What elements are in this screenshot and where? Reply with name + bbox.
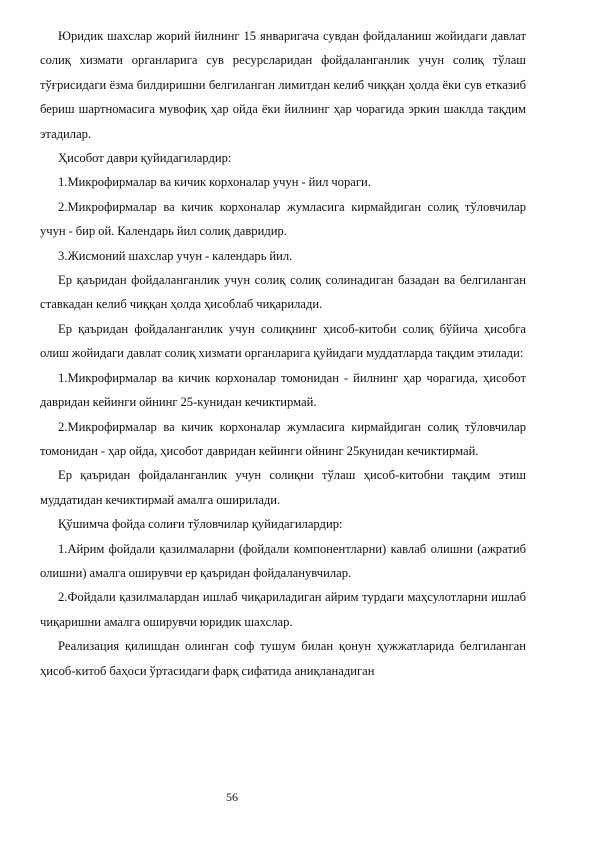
paragraph-submission-item-1: 1.Микрофирмалар ва кичик корхоналар томонидан - йилнинг ҳар чорагида, ҳисобот давридан кейинги ойнинг 25-кунидан кечиктирмай.: [40, 370, 526, 410]
paragraph-subsoil-tax-payment: Ер қаъридан фойдаланганлик учун солиқни тўлаш ҳисоб-китобни тақдим этиш муддатидан кечиктирмай амалга оширилади.: [40, 468, 526, 507]
paragraph-submission-item-2: 2.Микрофирмалар ва кичик корхоналар жумласига кирмайдиган солиқ тўловчилар томонидан - ҳар ойда, ҳисобот давридан кейинги ойнинг 25кунидан кечиктирмай.: [40, 419, 526, 458]
paragraph-period-item-1: 1.Микрофирмалар ва кичик корхоналар учун - йил чораги.: [58, 175, 371, 190]
paragraph-net-revenue: Реализация қилишдан олинган соф тушум билан қонун ҳужжатларида белгиланган ҳисоб-китоб баҳоси ўртасидаги фарқ сифатида аниқланадиган: [40, 639, 526, 678]
paragraph-excess-profit-payers-heading: Қўшимча фойда солиғи тўловчилар қуйидагилардир:: [58, 517, 343, 532]
body-text: [40, 24, 526, 683]
page-number: 56: [226, 790, 238, 804]
paragraph-payers-item-1: 1.Айрим фойдали қазилмаларни (фойдали компонентларни) кавлаб олишни (ажратиб олишни) амалга оширувчи ер қаъридан фойдаланувчилар.: [40, 541, 526, 580]
paragraph-subsoil-tax-calculation: Ер қаъридан фойдаланганлик учун солиқ солиқ солинадиган базадан ва белгиланган ставкадан келиб чиққан ҳолда ҳисоблаб чиқарилади.: [40, 273, 526, 312]
paragraph-reporting-period-heading: Ҳисобот даври қуйидагилардир:: [58, 151, 232, 166]
paragraph-water-tax-notice: Юридик шахслар жорий йилнинг 15 январигача сувдан фойдаланиш жойидаги давлат солиқ хизмати органларига сув ресурсларидан фойдаланганлик учун солиқ тўлаш тўғрисидаги ёзма билдиришни белгиланган лимитдан келиб чиққан ҳолда ёки сув етказиб бериш шартномасига мувофиқ ҳар ойда ёки йилнинг ҳар чорагида эркин шаклда тақдим этадилар.: [40, 29, 526, 141]
paragraph-period-item-3: 3.Жисмоний шахслар учун - календарь йил.: [58, 248, 293, 263]
paragraph-subsoil-tax-submission: Ер қаъридан фойдаланганлик учун солиқнинг ҳисоб-китоби солиқ бўйича ҳисобга олиш жойидаги давлат солиқ хизмати органларига қуйидаги муддатларда тақдим этилади:: [40, 321, 526, 361]
paragraph-payers-item-2: 2.Фойдали қазилмалардан ишлаб чиқариладиган айрим турдаги маҳсулотларни ишлаб чиқаришни амалга оширувчи юридик шахслар.: [40, 590, 526, 629]
paragraph-period-item-2: 2.Микрофирмалар ва кичик корхоналар жумласига кирмайдиган солиқ тўловчилар учун - бир ой. Календарь йил солиқ давридир.: [40, 199, 526, 239]
